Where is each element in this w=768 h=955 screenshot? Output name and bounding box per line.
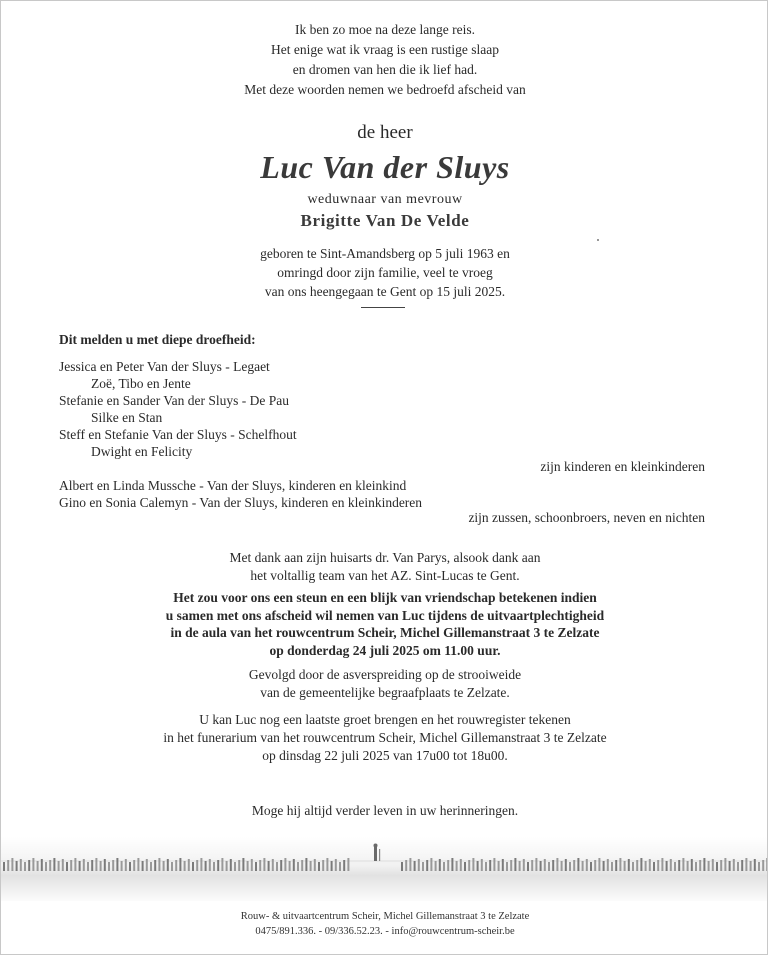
groyne-post bbox=[750, 861, 752, 871]
groyne-post bbox=[301, 860, 303, 871]
visitation-line: U kan Luc nog een laatste groet brengen en het rouwregister tekenen bbox=[199, 712, 571, 727]
groyne-post bbox=[548, 862, 550, 871]
groyne-post bbox=[192, 862, 194, 871]
groyne-post bbox=[137, 858, 139, 871]
siblings-relation: zijn zussen, schoonbroers, neven en nichten bbox=[468, 510, 705, 525]
groyne-post bbox=[716, 862, 718, 871]
groyne-post bbox=[405, 860, 407, 871]
groyne-post bbox=[108, 862, 110, 871]
groyne-post bbox=[196, 860, 198, 871]
groyne-post bbox=[339, 862, 341, 871]
groyne-post bbox=[678, 860, 680, 871]
groyne-post bbox=[435, 861, 437, 871]
sibling: Albert en Linda Mussche - Van der Sluys, kinderen en kleinkind bbox=[59, 478, 407, 493]
groyne-post bbox=[125, 859, 127, 871]
groyne-post bbox=[112, 860, 114, 871]
groyne-post bbox=[531, 860, 533, 871]
groyne-post bbox=[79, 861, 81, 871]
family-member: Steff en Stefanie Van der Sluys - Schelfhout bbox=[59, 427, 297, 442]
groyne-post bbox=[460, 859, 462, 871]
groyne-post bbox=[754, 859, 756, 871]
sibling: Gino en Sonia Calemyn - Van der Sluys, kinderen en kleinkinderen bbox=[59, 495, 423, 510]
groyne-post bbox=[712, 859, 714, 871]
groyne-post bbox=[472, 858, 474, 871]
groyne-post bbox=[87, 862, 89, 871]
funeral-home-footer bbox=[1, 909, 768, 939]
thanks-text bbox=[1, 549, 768, 585]
groyne-post bbox=[544, 859, 546, 871]
groyne-post bbox=[477, 861, 479, 871]
groyne-post bbox=[293, 859, 295, 871]
groyne-post bbox=[121, 861, 123, 871]
groyne-post bbox=[171, 862, 173, 871]
groyne-post bbox=[523, 859, 525, 871]
invitation-line: Het zou voor ons een steun en een blijk van vriendschap betekenen indien bbox=[173, 590, 597, 605]
groyne-post bbox=[724, 858, 726, 871]
groyne-post bbox=[674, 862, 676, 871]
groyne-post bbox=[305, 858, 307, 871]
groyne-post bbox=[205, 861, 207, 871]
groyne-post bbox=[624, 861, 626, 871]
groyne-post bbox=[733, 859, 735, 871]
groyne-post bbox=[582, 861, 584, 871]
groyne-post bbox=[226, 861, 228, 871]
groyne-post bbox=[255, 862, 257, 871]
groyne-post bbox=[708, 861, 710, 871]
groyne-post bbox=[401, 862, 403, 871]
groyne-post bbox=[335, 859, 337, 871]
sky-and-sea bbox=[1, 837, 768, 901]
groyne-post bbox=[443, 862, 445, 871]
visitation-text bbox=[1, 711, 768, 765]
grandchildren: Dwight en Felicity bbox=[91, 444, 193, 459]
groyne-post bbox=[7, 860, 9, 871]
groyne-post bbox=[238, 860, 240, 871]
groyne-post bbox=[37, 861, 39, 871]
groyne-post bbox=[331, 861, 333, 871]
groyne-post bbox=[100, 861, 102, 871]
groyne-post bbox=[464, 862, 466, 871]
groyne-post bbox=[347, 858, 349, 871]
groyne-post bbox=[142, 861, 144, 871]
invitation-line: in de aula van het rouwcentrum Scheir, Michel Gillemanstraat 3 te Zelzate bbox=[170, 625, 600, 640]
groyne-post bbox=[422, 862, 424, 871]
groyne-post bbox=[221, 858, 223, 871]
groyne-post bbox=[200, 858, 202, 871]
groyne-post bbox=[247, 861, 249, 871]
groyne-post bbox=[289, 861, 291, 871]
groyne-post bbox=[569, 862, 571, 871]
groyne-post bbox=[586, 859, 588, 871]
groyne-post bbox=[607, 859, 609, 871]
funeral-invitation bbox=[1, 589, 768, 659]
groyne-post bbox=[49, 860, 51, 871]
groyne-post bbox=[628, 859, 630, 871]
groyne-post bbox=[259, 860, 261, 871]
groyne-post bbox=[670, 859, 672, 871]
groyne-post bbox=[447, 860, 449, 871]
groyne-post bbox=[414, 861, 416, 871]
groyne-post bbox=[230, 859, 232, 871]
groyne-post bbox=[418, 859, 420, 871]
poem bbox=[1, 20, 768, 100]
groyne-post bbox=[154, 860, 156, 871]
groyne-post bbox=[439, 859, 441, 871]
widower-text: weduwnaar van mevrouw bbox=[307, 192, 463, 207]
groyne-post bbox=[682, 858, 684, 871]
groyne-post bbox=[489, 860, 491, 871]
groyne-post bbox=[699, 860, 701, 871]
groyne-post bbox=[251, 859, 253, 871]
children-relation: zijn kinderen en kleinkinderen bbox=[540, 459, 705, 474]
groyne-post bbox=[343, 860, 345, 871]
birth-line: omringd door zijn familie, veel te vroeg bbox=[277, 265, 493, 280]
thanks-line: Met dank aan zijn huisarts dr. Van Parys, alsook dank aan bbox=[229, 550, 541, 565]
footer-contact: 0475/891.336. - 09/336.52.23. - info@rouwcentrum-scheir.be bbox=[255, 926, 515, 937]
groyne-post bbox=[729, 861, 731, 871]
groyne-post bbox=[16, 861, 18, 871]
groyne-post bbox=[95, 858, 97, 871]
grandchildren: Silke en Stan bbox=[91, 410, 163, 425]
birth-line: geboren te Sint-Amandsberg op 5 juli 1963 en bbox=[260, 246, 510, 261]
groyne-post bbox=[632, 862, 634, 871]
groyne-post bbox=[611, 862, 613, 871]
groyne-post bbox=[745, 858, 747, 871]
groyne-post bbox=[318, 862, 320, 871]
groyne-post bbox=[32, 858, 34, 871]
groyne-post bbox=[603, 861, 605, 871]
poem-line: Ik ben zo moe na deze lange reis. bbox=[295, 22, 475, 37]
groyne-post bbox=[598, 858, 600, 871]
groyne-post bbox=[695, 862, 697, 871]
groyne-post bbox=[758, 862, 760, 871]
groyne-post bbox=[657, 860, 659, 871]
ashes-line: van de gemeentelijke begraafplaats te Zelzate. bbox=[260, 685, 510, 700]
visitation-line: in het funerarium van het rouwcentrum Scheir, Michel Gillemanstraat 3 te Zelzate bbox=[163, 730, 607, 745]
groyne-post bbox=[163, 861, 165, 871]
groyne-post bbox=[649, 859, 651, 871]
groyne-post bbox=[91, 860, 93, 871]
groyne-post bbox=[502, 859, 504, 871]
groyne-post bbox=[636, 860, 638, 871]
groyne-post bbox=[703, 858, 705, 871]
groyne-post bbox=[284, 858, 286, 871]
groyne-post bbox=[468, 860, 470, 871]
closing-line: Moge hij altijd verder leven in uw herinneringen. bbox=[251, 803, 519, 818]
groyne-post bbox=[485, 862, 487, 871]
groyne-post bbox=[272, 859, 274, 871]
deceased-name: Luc Van der Sluys bbox=[260, 149, 510, 185]
groyne-post bbox=[720, 860, 722, 871]
groyne-post bbox=[577, 858, 579, 871]
groyne-post bbox=[573, 860, 575, 871]
poem-line: Het enige wat ik vraag is een rustige slaap bbox=[271, 42, 499, 57]
siblings-list bbox=[59, 477, 422, 511]
groyne-post bbox=[53, 858, 55, 871]
groyne-post bbox=[217, 860, 219, 871]
groyne-post bbox=[737, 862, 739, 871]
groyne-post bbox=[426, 860, 428, 871]
groyne-post bbox=[263, 858, 265, 871]
groyne-post bbox=[565, 859, 567, 871]
groyne-post bbox=[146, 859, 148, 871]
groyne-post bbox=[506, 862, 508, 871]
groyne-post bbox=[691, 859, 693, 871]
groyne-post bbox=[741, 860, 743, 871]
groyne-post bbox=[481, 859, 483, 871]
groyne-post bbox=[74, 858, 76, 871]
groyne-post bbox=[519, 861, 521, 871]
groyne-post bbox=[28, 860, 30, 871]
groyne-post bbox=[188, 859, 190, 871]
groyne-post bbox=[762, 860, 764, 871]
footer-address: Rouw- & uitvaartcentrum Scheir, Michel Gillemanstraat 3 te Zelzate bbox=[240, 911, 530, 922]
groyne-post bbox=[179, 858, 181, 871]
groyne-post bbox=[653, 862, 655, 871]
groyne-post bbox=[297, 862, 299, 871]
groyne-post bbox=[116, 858, 118, 871]
groyne-post bbox=[687, 861, 689, 871]
beach-image bbox=[1, 837, 768, 901]
groyne-post bbox=[184, 861, 186, 871]
groyne-post bbox=[20, 859, 22, 871]
grandchildren: Zoë, Tibo en Jente bbox=[91, 376, 191, 391]
invitation-line: op donderdag 24 juli 2025 om 11.00 uur. bbox=[269, 642, 501, 658]
groyne-post bbox=[619, 858, 621, 871]
ashes-line: Gevolgd door de asverspreiding op de strooiweide bbox=[248, 667, 522, 682]
groyne-post bbox=[41, 859, 43, 871]
groyne-post bbox=[45, 862, 47, 871]
groyne-post bbox=[242, 858, 244, 871]
groyne-post bbox=[322, 860, 324, 871]
groyne-post bbox=[268, 861, 270, 871]
groyne-post bbox=[451, 858, 453, 871]
groyne-post bbox=[104, 859, 106, 871]
groyne-post bbox=[70, 860, 72, 871]
groyne-post bbox=[209, 859, 211, 871]
groyne-post bbox=[561, 861, 563, 871]
groyne-post bbox=[552, 860, 554, 871]
poem-line: en dromen van hen die ik lief had. bbox=[292, 62, 478, 77]
groyne-post bbox=[62, 859, 64, 871]
thanks-line: het voltallig team van het AZ. Sint-Lucas te Gent. bbox=[250, 568, 520, 583]
salutation: de heer bbox=[357, 122, 413, 143]
groyne-post bbox=[430, 858, 432, 871]
groyne-post bbox=[280, 860, 282, 871]
groyne-post bbox=[640, 858, 642, 871]
birth-death-text bbox=[1, 244, 768, 301]
groyne-post bbox=[83, 859, 85, 871]
groyne-post bbox=[310, 861, 312, 871]
groyne-post bbox=[645, 861, 647, 871]
groyne-post bbox=[234, 862, 236, 871]
spouse-name: Brigitte Van De Velde bbox=[300, 211, 470, 230]
groyne-post bbox=[493, 858, 495, 871]
family-member: Jessica en Peter Van der Sluys - Legaet bbox=[59, 359, 270, 374]
groyne-post bbox=[314, 859, 316, 871]
groyne-post bbox=[3, 862, 5, 871]
groyne-post bbox=[129, 862, 131, 871]
visitation-line: op dinsdag 22 juli 2025 van 17u00 tot 18u00. bbox=[262, 748, 508, 763]
family-heading: Dit melden u met diepe droefheid: bbox=[59, 332, 256, 347]
groyne-post bbox=[590, 862, 592, 871]
groyne-post bbox=[150, 862, 152, 871]
groyne-post bbox=[24, 862, 26, 871]
divider bbox=[361, 307, 405, 308]
groyne-post bbox=[66, 862, 68, 871]
groyne-post bbox=[527, 862, 529, 871]
groyne-post bbox=[326, 858, 328, 871]
groyne-post bbox=[133, 860, 135, 871]
groyne-post bbox=[456, 861, 458, 871]
ash-scattering-text bbox=[1, 666, 768, 702]
groyne-post bbox=[175, 860, 177, 871]
groyne-post bbox=[158, 858, 160, 871]
groyne-post bbox=[661, 858, 663, 871]
groyne-post bbox=[167, 859, 169, 871]
groyne-post bbox=[540, 861, 542, 871]
groyne-post bbox=[666, 861, 668, 871]
groyne-post bbox=[535, 858, 537, 871]
groyne-post bbox=[498, 861, 500, 871]
groyne-post bbox=[11, 858, 13, 871]
groyne-post bbox=[409, 858, 411, 871]
groyne-post bbox=[615, 860, 617, 871]
groyne-post bbox=[594, 860, 596, 871]
invitation-line: u samen met ons afscheid wil nemen van Luc tijdens de uitvaartplechtigheid bbox=[165, 607, 605, 623]
birth-line: van ons heengegaan te Gent op 15 juli 2025. bbox=[264, 284, 506, 299]
groyne-post bbox=[514, 858, 516, 871]
children-list bbox=[59, 358, 297, 460]
groyne-post bbox=[58, 861, 60, 871]
groyne-post bbox=[213, 862, 215, 871]
scan-speck bbox=[597, 239, 599, 241]
groyne-post bbox=[276, 862, 278, 871]
groyne-post bbox=[556, 858, 558, 871]
family-member: Stefanie en Sander Van der Sluys - De Pau bbox=[59, 393, 289, 408]
groyne-post bbox=[510, 860, 512, 871]
poem-line: Met deze woorden nemen we bedroefd afscheid van bbox=[244, 82, 526, 97]
